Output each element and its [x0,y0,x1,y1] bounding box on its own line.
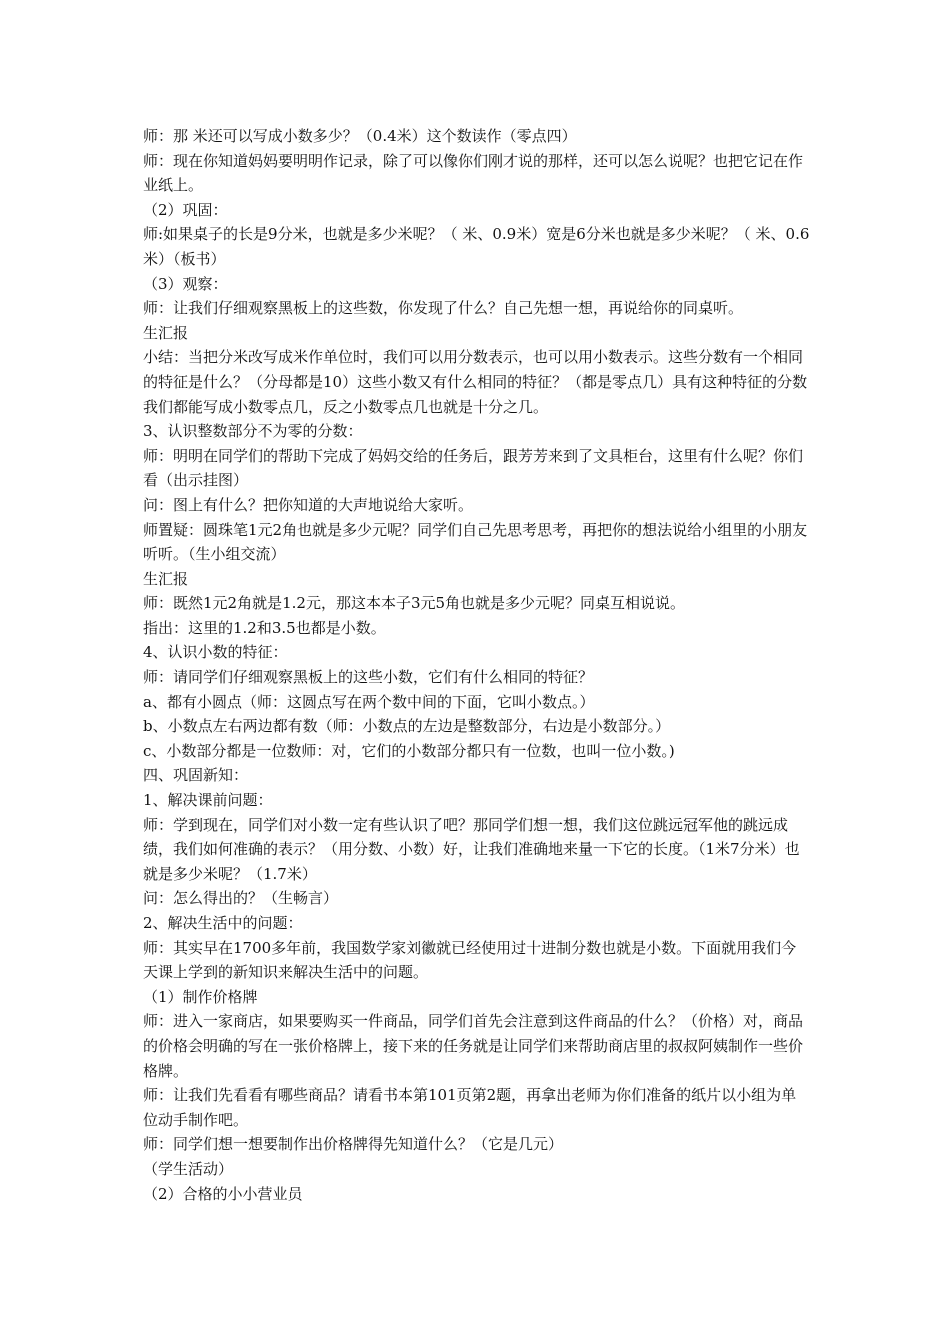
paragraph: 师：进入一家商店，如果要购买一件商品，同学们首先会注意到这件商品的什么？（价格）对，商品的价格会明确的写在一张价格牌上，接下来的任务就是让同学们来帮助商店里的叔叔阿姨制作一些价格牌。 [143,1012,804,1080]
document-body [143,124,811,1206]
paragraph: 指出：这里的1.2和3.5也都是小数。 [143,618,386,637]
paragraph: 问：怎么得出的？（生畅言） [143,889,339,908]
paragraph: 师：那 米还可以写成小数多少？（0.4米）这个数读作（零点四） [143,127,577,145]
paragraph: 师：现在你知道妈妈要明明作记录，除了可以像你们刚才说的那样，还可以怎么说呢？也把它记在作业纸上。 [143,151,804,195]
paragraph: 2、解决生活中的问题： [143,914,303,932]
paragraph: 师：学到现在，同学们对小数一定有些认识了吧？那同学们想一想，我们这位跳远冠军他的跳远成绩，我们如何准确的表示？（用分数、小数）好，让我们准确地来量一下它的长度。（1米7分米）也就是多少米呢？（1.7米） [143,815,800,883]
paragraph: （学生活动） [143,1159,234,1178]
paragraph: 师:如果桌子的长是9分米，也就是多少米呢？（ 米、0.9米）宽是6分米也就是多少米呢？（ 米、0.6米）（板书） [143,225,810,268]
paragraph: 师：请同学们仔细观察黑板上的这些小数，它们有什么相同的特征？ [143,668,594,687]
paragraph: 师：让我们仔细观察黑板上的这些数，你发现了什么？自己先想一想，再说给你的同桌听。 [143,299,744,318]
paragraph: （2）巩固： [143,200,228,219]
paragraph: 生汇报 [143,323,189,342]
paragraph: （2）合格的小小营业员 [143,1184,303,1203]
paragraph: 师：让我们先看看有哪些商品？请看书本第101页第2题，再拿出老师为你们准备的纸片以小组为单位动手制作吧。 [143,1086,797,1129]
paragraph: 小结：当把分米改写成米作单位时，我们可以用分数表示，也可以用小数表示。这些分数有一个相同的特征是什么？（分母都是10）这些小数又有什么相同的特征？（都是零点几）具有这种特征的分数我们都能写成小数零点几，反之小数零点几也就是十分之几。 [143,348,808,416]
paragraph: 4、认识小数的特征： [143,643,288,662]
paragraph: 师：明明在同学们的帮助下完成了妈妈交给的任务后，跟芳芳来到了文具柜台，这里有什么呢？你们看（出示挂图） [143,446,804,490]
paragraph: a、都有小圆点（师：这圆点写在两个数中间的下面，它叫小数点。） [143,692,595,711]
paragraph: c、小数部分都是一位数师：对，它们的小数部分都只有一位数，也叫一位小数。) [143,741,675,760]
paragraph: 生汇报 [143,569,189,588]
paragraph: 四、巩固新知： [143,766,249,785]
paragraph: b、小数点左右两边都有数（师：小数点的左边是整数部分，右边是小数部分。） [143,717,671,736]
paragraph: 1、解决课前问题： [143,791,273,810]
paragraph: 3、认识整数部分不为零的分数： [143,422,363,441]
paragraph: 师：同学们想一想要制作出价格牌得先知道什么？（它是几元） [143,1135,564,1154]
paragraph: 师：其实早在1700多年前，我国数学家刘徽就已经使用过十进制分数也就是小数。下面就用我们今天课上学到的新知识来解决生活中的问题。 [143,938,797,982]
paragraph: 问：图上有什么？把你知道的大声地说给大家听。 [143,495,474,514]
paragraph: （1）制作价格牌 [143,987,258,1006]
paragraph: （3）观察： [143,274,228,293]
paragraph: 师：既然1元2角就是1.2元，那这本本子3元5角也就是多少元呢？同桌互相说说。 [143,594,686,613]
paragraph: 师置疑：圆珠笔1元2角也就是多少元呢？同学们自己先思考思考，再把你的想法说给小组里的小朋友听听。（生小组交流） [143,520,808,564]
